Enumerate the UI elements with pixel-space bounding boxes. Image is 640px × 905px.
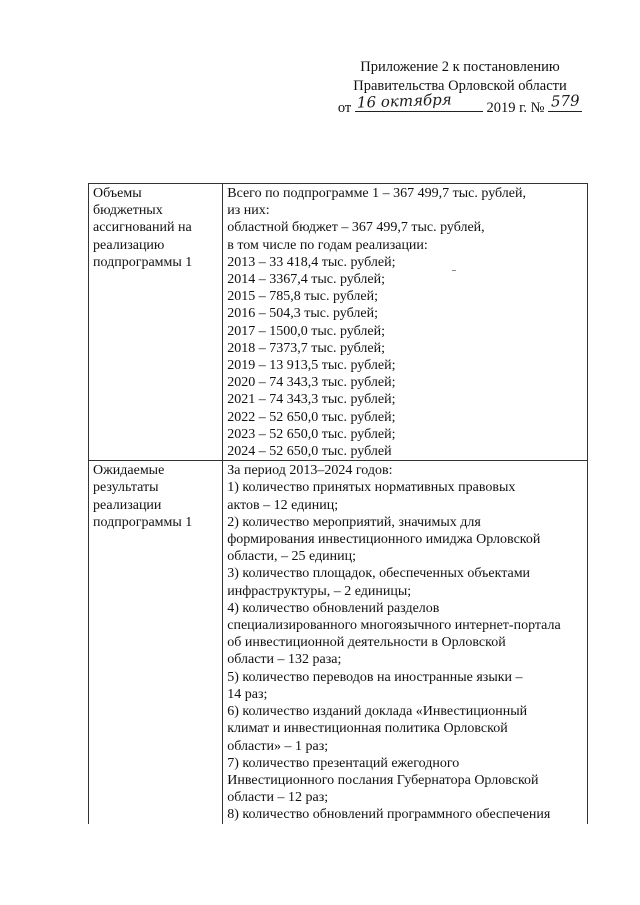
content-line: климат и инвестиционная политика Орловской (227, 721, 508, 737)
content-line: 4) количество обновлений разделов (227, 600, 440, 616)
label-line: результаты (93, 480, 159, 496)
content-line: 3) количество площадок, обеспеченных объектами (227, 566, 531, 582)
content-line: Инвестиционного послания Губернатора Орловской (227, 772, 539, 788)
label-line: подпрограммы 1 (93, 514, 193, 530)
content-line: формирования инвестиционного имиджа Орловской (227, 532, 541, 548)
content-line: 5) количество переводов на иностранные языки – (227, 669, 523, 685)
passport-table (88, 183, 588, 824)
content-line: области – 132 раза; (227, 652, 342, 668)
number-field (548, 91, 582, 112)
label-line: Объемы (93, 186, 142, 201)
content-cell-budget (223, 184, 588, 461)
label-line: Ожидаемые (93, 463, 165, 479)
content-cell-results (223, 461, 588, 824)
content-line: в том числе по годам реализации: (227, 237, 428, 253)
handwritten-date: 16 октября (356, 90, 452, 112)
content-line: 6) количество изданий доклада «Инвестиционный (227, 704, 528, 720)
heading-from-label: от (337, 100, 352, 116)
table-row-budget (89, 184, 588, 461)
content-line: области – 12 раз; (227, 790, 329, 806)
heading-date-line (330, 90, 590, 118)
content-line: об инвестиционной деятельности в Орловской (227, 635, 506, 651)
document-heading (330, 58, 590, 118)
content-line: 2021 – 74 343,3 тыс. рублей; (227, 392, 396, 408)
content-line: области, – 25 единиц; (227, 549, 357, 565)
content-line: 2) количество мероприятий, значимых для (227, 514, 481, 530)
content-line: 2017 – 1500,0 тыс. рублей; (227, 323, 385, 339)
label-cell-budget (89, 184, 223, 461)
label-line: ассигнований на (93, 220, 192, 236)
label-line: бюджетных (93, 203, 163, 219)
content-line: 8) количество обновлений программного обеспечения (227, 807, 551, 823)
content-line: специализированного многоязычного интернет-портала (227, 618, 561, 634)
content-line: 2014 – 3367,4 тыс. рублей; (227, 272, 385, 288)
content-line: 2015 – 785,8 тыс. рублей; (227, 289, 378, 305)
heading-appendix-line: Приложение 2 к постановлению (360, 59, 560, 75)
content-line: Всего по подпрограмме 1 – 367 499,7 тыс. рублей, (227, 186, 526, 201)
label-cell-results (89, 461, 223, 824)
content-line: 2019 – 13 913,5 тыс. рублей; (227, 358, 396, 374)
content-line: актов – 12 единиц; (227, 497, 339, 513)
content-line: 2023 – 52 650,0 тыс. рублей; (227, 426, 396, 442)
content-line: из них: (227, 203, 270, 219)
label-line: реализацию (93, 237, 165, 253)
content-line: За период 2013–2024 годов: (227, 463, 393, 479)
date-field (355, 90, 483, 112)
scan-speck (452, 270, 456, 271)
content-line: 2024 – 52 650,0 тыс. рублей (227, 444, 392, 460)
content-line: 14 раз; (227, 686, 268, 702)
label-line: подпрограммы 1 (93, 254, 193, 270)
label-line: реализации (93, 497, 162, 513)
content-line: 2018 – 7373,7 тыс. рублей; (227, 340, 385, 356)
content-line: области» – 1 раз; (227, 738, 329, 754)
handwritten-number: 579 (550, 91, 581, 111)
content-line: 2016 – 504,3 тыс. рублей; (227, 306, 378, 322)
content-line: инфраструктуры, – 2 единицы; (227, 583, 412, 599)
content-line: областной бюджет – 367 499,7 тыс. рублей, (227, 220, 485, 236)
content-line: 2020 – 74 343,3 тыс. рублей; (227, 375, 396, 391)
heading-government-line: Правительства Орловской области (353, 78, 567, 94)
heading-year-label: 2019 г. № (486, 100, 545, 116)
content-line: 2013 – 33 418,4 тыс. рублей; (227, 254, 396, 270)
content-line: 1) количество принятых нормативных правовых (227, 480, 516, 496)
content-line: 2022 – 52 650,0 тыс. рублей; (227, 409, 396, 425)
content-line: 7) количество презентаций ежегодного (227, 755, 460, 771)
table-row-results (89, 461, 588, 824)
